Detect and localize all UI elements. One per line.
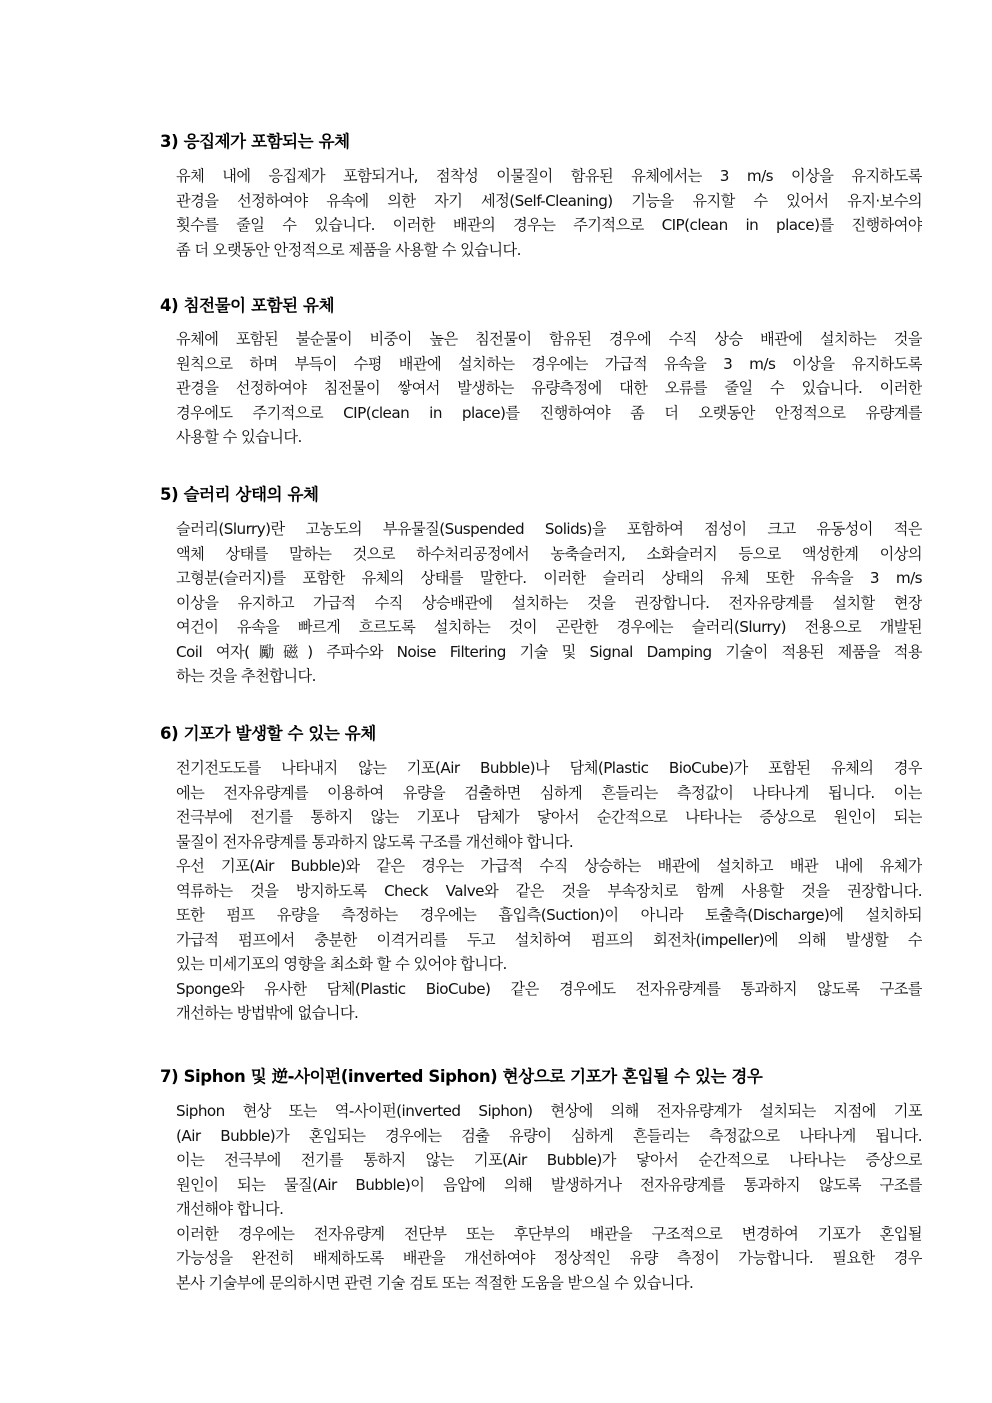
- body-line: 가급적 펌프에서 충분한 이격거리를 두고 설치하여 펌프의 회전차(impeller)에 의해 발생할 수: [176, 930, 922, 949]
- body-line: 있는 미세기포의 영향을 최소화 할 수 있어야 합니다.: [176, 955, 507, 973]
- body-line: 전기전도도를 나타내지 않는 기포(Air Bubble)나 담체(Plastic BioCube)가 포함된 유체의 경우: [176, 759, 922, 777]
- section-heading: 5) 슬러리 상태의 유체: [160, 485, 319, 504]
- body-line: 액체 상태를 말하는 것으로 하수처리공정에서 농축슬러지, 소화슬러지 등으로 액성한계 이상의: [176, 544, 922, 563]
- body-line: 이러한 경우에는 전자유량계 전단부 또는 후단부의 배관을 구조적으로 변경하여 기포가 혼입될: [176, 1224, 922, 1243]
- body-line: (Air Bubble)가 혼입되는 경우에는 검출 유량이 심하게 흔들리는 측정값으로 나타나게 됩니다.: [176, 1126, 922, 1145]
- body-line: 이는 전극부에 전기를 통하지 않는 기포(Air Bubble)가 닿아서 순간적으로 나타나는 증상으로: [176, 1151, 922, 1169]
- body-line: 유체에 포함된 불순물이 비중이 높은 침전물이 함유된 경우에 수직 상승 배관에 설치하는 것을: [176, 330, 922, 348]
- body-line: 역류하는 것을 방지하도록 Check Valve와 같은 것을 부속장치로 함께 사용할 것을 권장합니다.: [176, 881, 922, 900]
- body-line: Coil 여자(勵磁) 주파수와 Noise Filtering 기술 및 Signal Damping 기술이 적용된 제품을 적용: [176, 642, 922, 661]
- section-heading: 3) 응집제가 포함되는 유체: [160, 132, 350, 151]
- body-line: 에는 전자유량계를 이용하여 유량을 검출하면 심하게 흔들리는 측정값이 나타나게 됩니다. 이는: [176, 783, 922, 802]
- body-line: 가능성을 완전히 배제하도록 배관을 개선하여야 정상적인 유량 측정이 가능합니다. 필요한 경우: [176, 1249, 922, 1267]
- body-line: 횟수를 줄일 수 있습니다. 이러한 배관의 경우는 주기적으로 CIP(clean in place)를 진행하여야: [176, 216, 922, 234]
- section-body: [176, 756, 922, 1026]
- body-line: 물질이 전자유량계를 통과하지 않도록 구조를 개선해야 합니다.: [176, 832, 574, 851]
- body-line: 우선 기포(Air Bubble)와 같은 경우는 가급적 수직 상승하는 배관에 설치하고 배관 내에 유체가: [176, 857, 922, 875]
- body-line: Sponge와 유사한 담체(Plastic BioCube) 같은 경우에도 전자유량계를 통과하지 않도록 구조를: [176, 979, 922, 998]
- body-line: 고형분(슬러지)를 포함한 유체의 상태를 말한다. 이러한 슬러리 상태의 유체 또한 유속을 3 m/s: [176, 569, 922, 587]
- body-line: 사용할 수 있습니다.: [176, 428, 302, 446]
- body-line: 개선하는 방법밖에 없습니다.: [176, 1004, 359, 1022]
- section-heading: 4) 침전물이 포함된 유체: [160, 296, 335, 315]
- section-body: [176, 164, 922, 262]
- body-line: 좀 더 오랫동안 안정적으로 제품을 사용할 수 있습니다.: [176, 240, 521, 259]
- body-line: 또한 펌프 유량을 측정하는 경우에는 흡입측(Suction)이 아니라 토출측(Discharge)에 설치하되: [176, 906, 922, 924]
- body-line: 원칙으로 하며 부득이 수평 배관에 설치하는 경우에는 가급적 유속을 3 m/s 이상을 유지하도록: [176, 354, 922, 373]
- body-line: 이상을 유지하고 가급적 수직 상승배관에 설치하는 것을 권장합니다. 전자유량계를 설치할 현장: [176, 593, 922, 612]
- body-line: 원인이 되는 물질(Air Bubble)이 음압에 의해 발생하거나 전자유량계를 통과하지 않도록 구조를: [176, 1175, 922, 1194]
- body-line: 개선해야 합니다.: [176, 1200, 284, 1218]
- body-line: 관경을 선정하여야 유속에 의한 자기 세정(Self-Cleaning) 기능을 유지할 수 있어서 유지·보수의: [176, 191, 922, 210]
- body-line: 슬러리(Slurry)란 고농도의 부유물질(Suspended Solids)을 포함하여 점성이 크고 유동성이 적은: [176, 520, 922, 538]
- section-body: [176, 517, 922, 689]
- body-line: 경우에도 주기적으로 CIP(clean in place)를 진행하여야 좀 더 오랫동안 안정적으로 유량계를: [176, 403, 922, 422]
- body-line: Siphon 현상 또는 역-사이펀(inverted Siphon) 현상에 의해 전자유량계가 설치되는 지점에 기포: [176, 1102, 922, 1120]
- section-body: [176, 1099, 922, 1295]
- section-body: [176, 327, 922, 450]
- body-line: 본사 기술부에 문의하시면 관련 기술 검토 또는 적절한 도움을 받으실 수 있습니다.: [176, 1273, 694, 1292]
- body-line: 하는 것을 추천합니다.: [176, 667, 316, 685]
- body-line: 전극부에 전기를 통하지 않는 기포나 담체가 닿아서 순간적으로 나타나는 증상으로 원인이 되는: [176, 808, 922, 826]
- body-line: 관경을 선정하여야 침전물이 쌓여서 발생하는 유량측정에 대한 오류를 줄일 수 있습니다. 이러한: [176, 379, 922, 397]
- section-heading: 6) 기포가 발생할 수 있는 유체: [160, 724, 376, 743]
- section-heading: 7) Siphon 및 逆-사이펀(inverted Siphon) 현상으로 기포가 혼입될 수 있는 경우: [160, 1067, 763, 1086]
- body-line: 유체 내에 응집제가 포함되거나, 점착성 이물질이 함유된 유체에서는 3 m/s 이상을 유지하도록: [176, 167, 922, 185]
- body-line: 여건이 유속을 빠르게 흐르도록 설치하는 것이 곤란한 경우에는 슬러리(Slurry) 전용으로 개발된: [176, 618, 922, 636]
